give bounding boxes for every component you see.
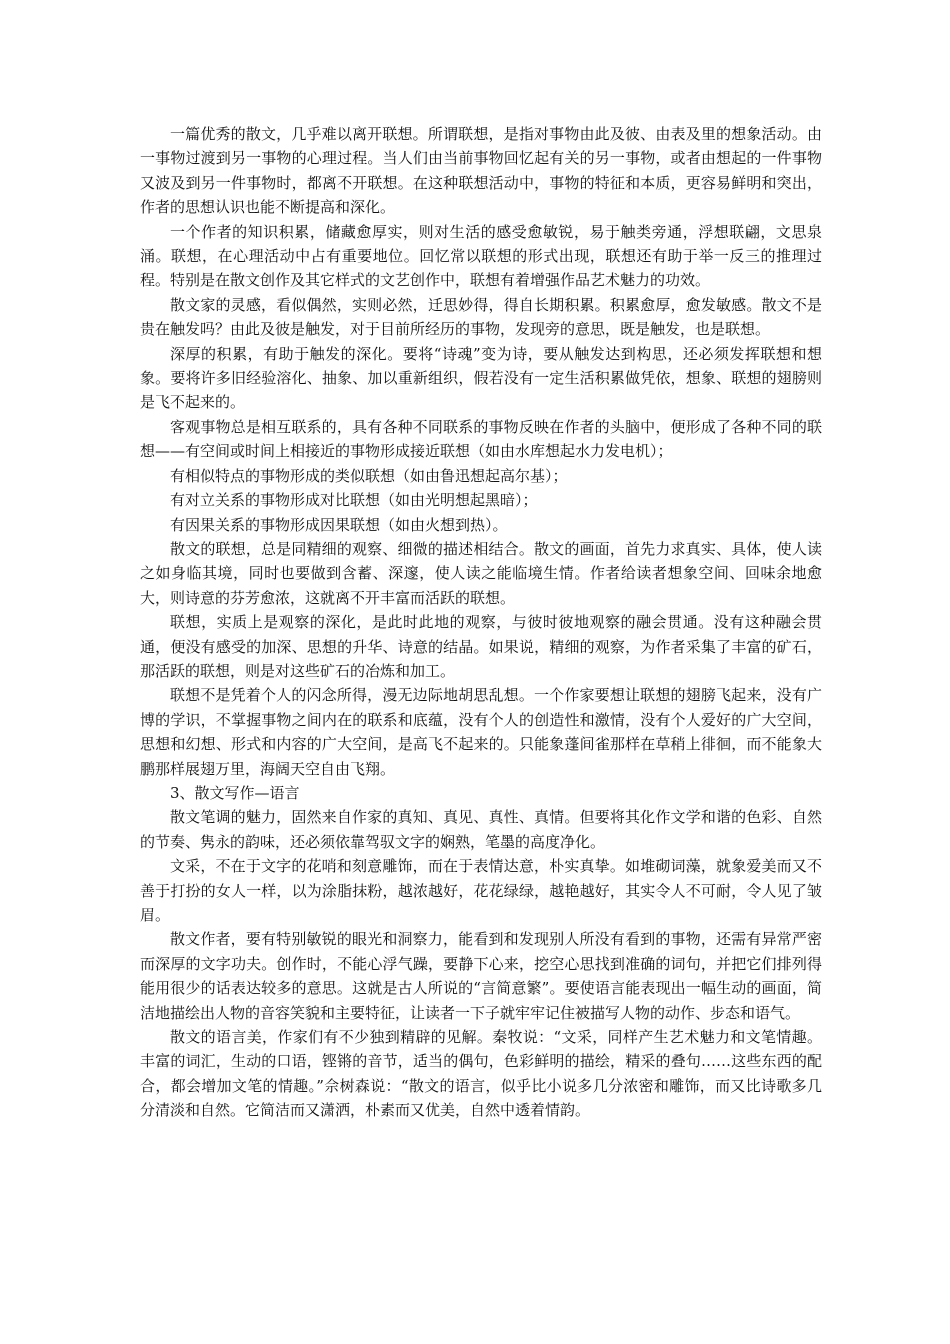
paragraph: 一篇优秀的散文，几乎难以离开联想。所谓联想，是指对事物由此及彼、由表及里的想象活动。由一事物过渡到另一事物的心理过程。当人们由当前事物回忆起有关的另一事物，或者由想起的一件事物又波及到另一件事物时，都离不开联想。在这种联想活动中，事物的特征和本质，更容易鲜明和突出，作者的思想认识也能不断提高和深化。 <box>140 125 822 217</box>
paragraph: 深厚的积累，有助于触发的深化。要将“诗魂”变为诗，要从触发达到构思，还必须发挥联想和想象。要将许多旧经验溶化、抽象、加以重新组织，假若没有一定生活积累做凭依，想象、联想的翅膀则是飞不起来的。 <box>140 344 822 412</box>
paragraph: 有相似特点的事物形成的类似联想（如由鲁迅想起高尔基）； <box>170 466 568 485</box>
paragraph: 散文的联想，总是同精细的观察、细微的描述相结合。散文的画面，首先力求真实、具体，使人读之如身临其境，同时也要做到含蓄、深邃，使人读之能临境生情。作者给读者想象空间、回味余地愈大，则诗意的芬芳愈浓，这就离不开丰富而活跃的联想。 <box>140 539 822 607</box>
paragraph: 散文家的灵感，看似偶然，实则必然，迁思妙得，得自长期积累。积累愈厚，愈发敏感。散文不是贵在触发吗？由此及彼是触发，对于目前所经历的事物，发现旁的意思，既是触发，也是联想。 <box>140 295 822 339</box>
paragraph: 散文作者，要有特别敏锐的眼光和洞察力，能看到和发现别人所没有看到的事物，还需有异常严密而深厚的文字功夫。创作时，不能心浮气躁，要静下心来，挖空心思找到准确的词句，并把它们排列得能用很少的话表达较多的意思。这就是古人所说的“言简意繁”。要使语言能表现出一幅生动的画面，简洁地描绘出人物的音容笑貌和主要特征，让读者一下子就牢牢记住被描写人物的动作、步态和语气。 <box>140 930 822 1022</box>
paragraph: 一个作者的知识积累，储藏愈厚实，则对生活的感受愈敏锐，易于触类旁通，浮想联翩，文思泉涌。联想，在心理活动中占有重要地位。回忆常以联想的形式出现，联想还有助于举一反三的推理过程。特别是在散文创作及其它样式的文艺创作中，联想有着增强作品艺术魅力的功效。 <box>140 222 822 290</box>
paragraph: 散文的语言美，作家们有不少独到精辟的见解。秦牧说：“文采，同样产生艺术魅力和文笔情趣。丰富的词汇，生动的口语，铿锵的音节，适当的偶句，色彩鲜明的描绘，精采的叠句……这些东西的配合，都会增加文笔的情趣。”佘树森说：“散文的语言，似乎比小说多几分浓密和雕饰，而又比诗歌多几分清淡和自然。它简洁而又潇洒，朴素而又优美，自然中透着情韵。 <box>140 1028 822 1120</box>
paragraph: 联想不是凭着个人的闪念所得，漫无边际地胡思乱想。一个作家要想让联想的翅膀飞起来，没有广博的学识，不掌握事物之间内在的联系和底蕴，没有个人的创造性和激情，没有个人爱好的广大空间，思想和幻想、形式和内容的广大空间，是高飞不起来的。只能象蓬间雀那样在草稍上徘徊，而不能象大鹏那样展翅万里，海阔天空自由飞翔。 <box>140 686 822 778</box>
paragraph: 联想，实质上是观察的深化，是此时此地的观察，与彼时彼地观察的融会贯通。没有这种融会贯通，便没有感受的加深、思想的升华、诗意的结晶。如果说，精细的观察，为作者采集了丰富的矿石，那活跃的联想，则是对这些矿石的冶炼和加工。 <box>140 613 822 680</box>
paragraph: 客观事物总是相互联系的，具有各种不同联系的事物反映在作者的头脑中，便形成了各种不同的联想——有空间或时间上相接近的事物形成接近联想（如由水库想起水力发电机）； <box>140 417 822 461</box>
paragraph: 散文笔调的魅力，固然来自作家的真知、真见、真性、真情。但要将其化作文学和谐的色彩、自然的节奏、隽永的韵味，还必须依靠驾驭文字的娴熟，笔墨的高度净化。 <box>140 808 822 851</box>
paragraph: 文采，不在于文字的花哨和刻意雕饰，而在于表情达意，朴实真挚。如堆砌词藻，就象爱美而又不善于打扮的女人一样，以为涂脂抹粉，越浓越好，花花绿绿，越艳越好，其实令人不可耐，令人见了皱眉。 <box>140 857 822 924</box>
paragraph: 有对立关系的事物形成对比联想（如由光明想起黑暗）； <box>170 491 538 510</box>
paragraph: 有因果关系的事物形成因果联想（如由火想到热）。 <box>170 515 508 534</box>
document-body <box>140 122 822 1123</box>
section-heading: 3、散文写作—语言 <box>170 783 300 802</box>
